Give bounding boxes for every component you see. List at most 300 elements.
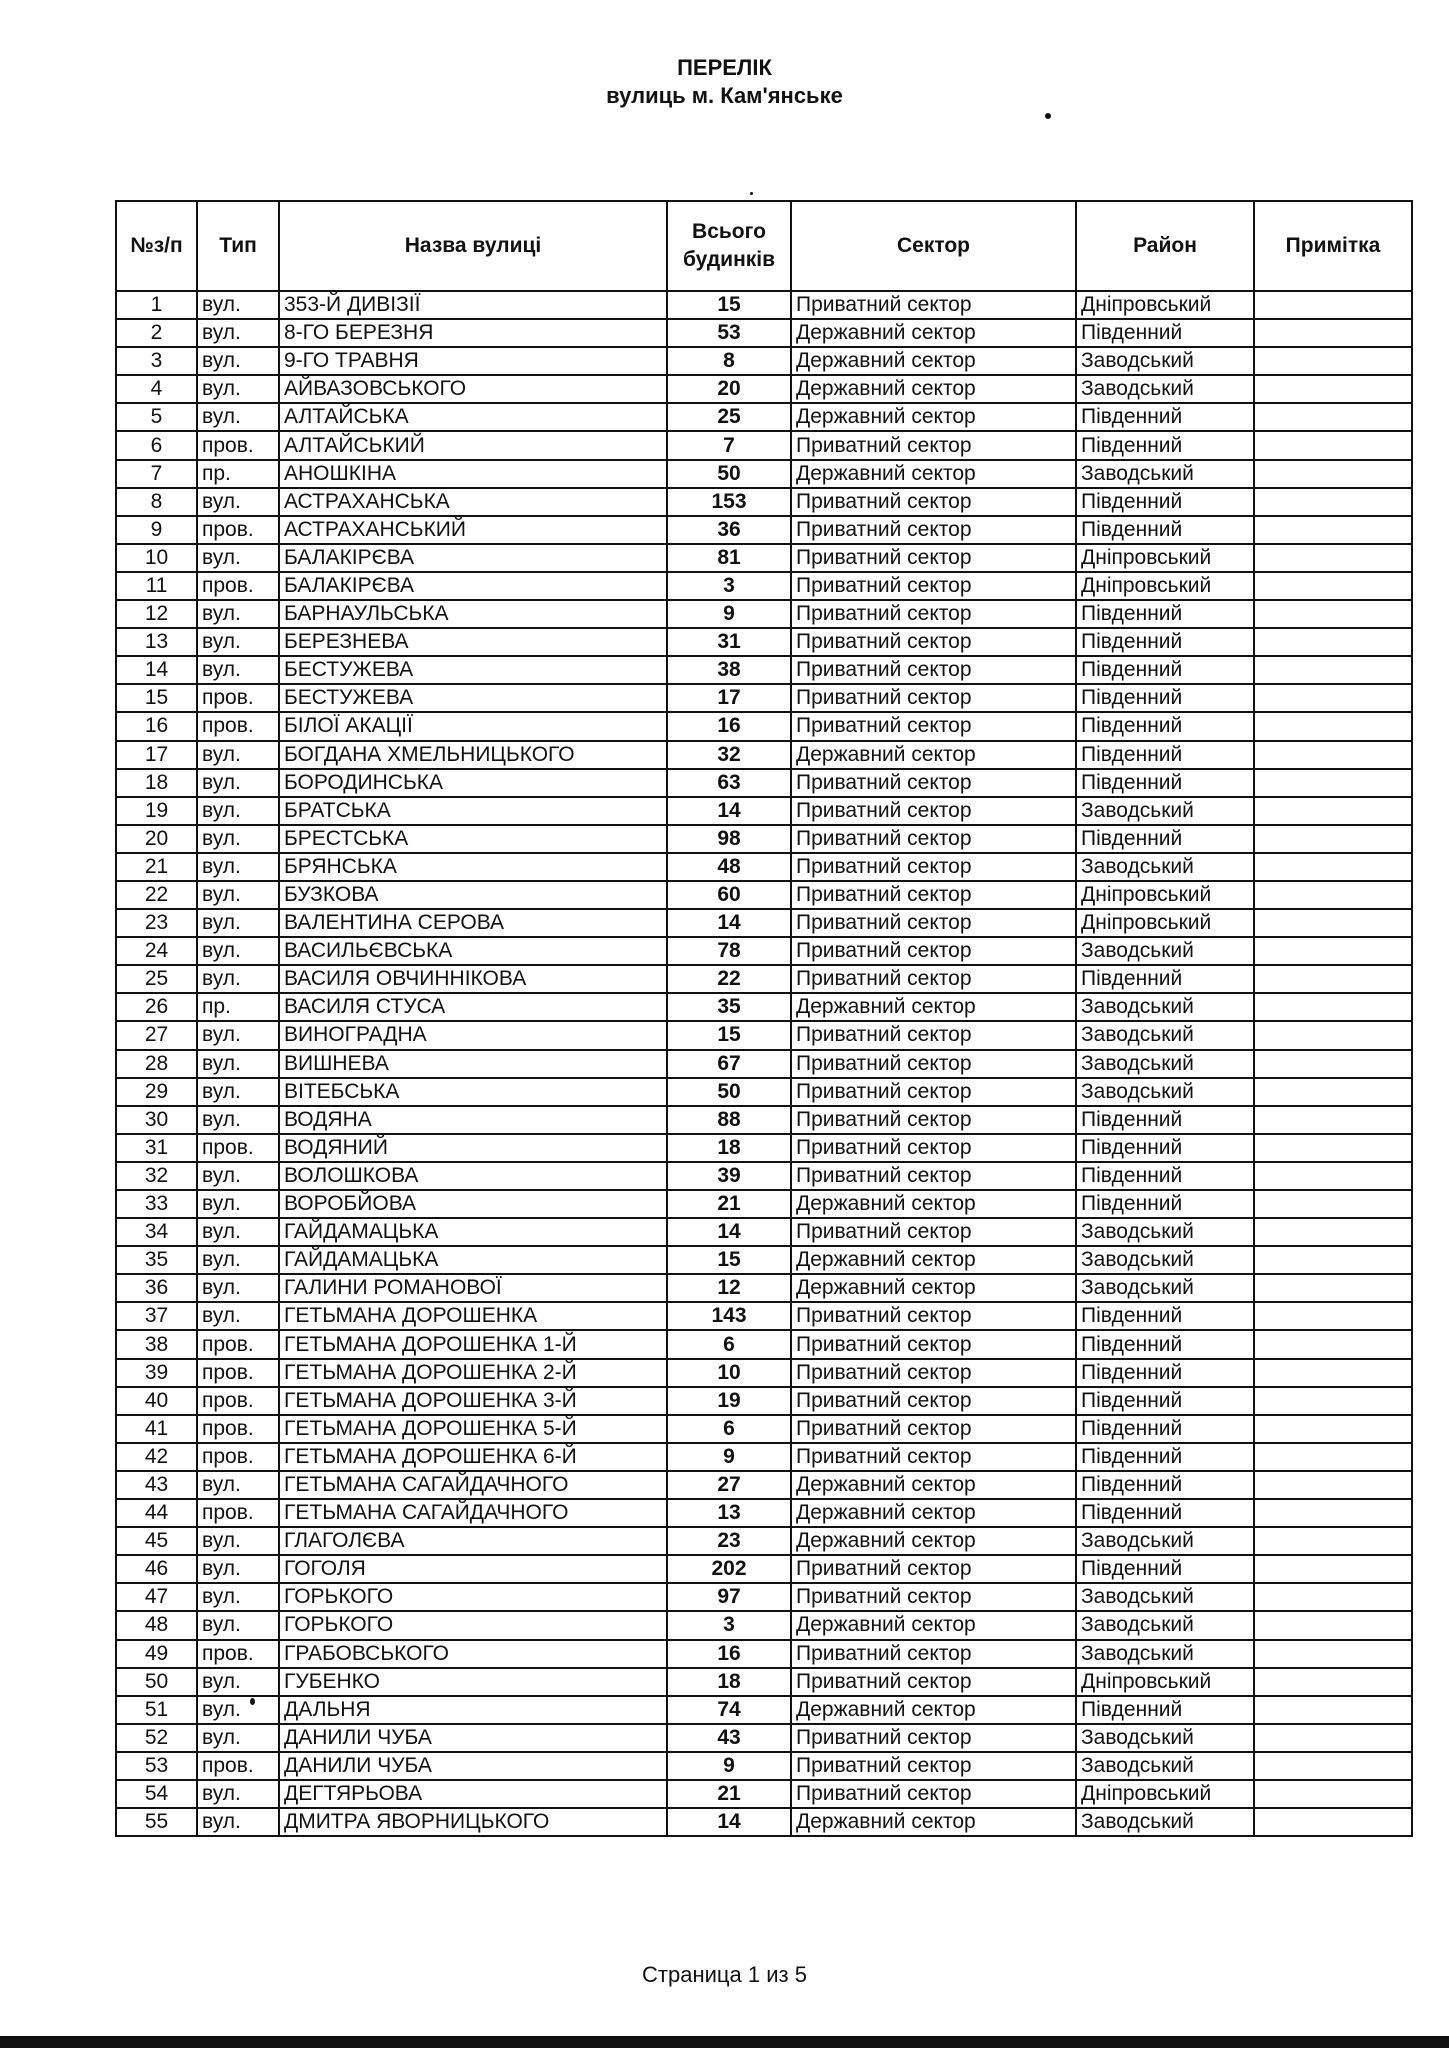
row-number-cell: 21 bbox=[116, 853, 197, 881]
sector-cell: Приватний сектор bbox=[791, 1583, 1076, 1611]
note-cell bbox=[1254, 656, 1412, 684]
row-number-cell: 33 bbox=[116, 1190, 197, 1218]
district-cell: Заводський bbox=[1076, 1078, 1254, 1106]
note-cell bbox=[1254, 347, 1412, 375]
table-row bbox=[116, 1330, 1412, 1358]
total-buildings-cell: 18 bbox=[667, 1668, 791, 1696]
street-type-cell: пров. bbox=[197, 572, 279, 600]
street-type-cell: вул. bbox=[197, 1724, 279, 1752]
district-cell: Південний bbox=[1076, 319, 1254, 347]
street-type-cell: вул. bbox=[197, 1583, 279, 1611]
table-row bbox=[116, 937, 1412, 965]
total-buildings-cell: 6 bbox=[667, 1415, 791, 1443]
street-name-cell: АЙВАЗОВСЬКОГО bbox=[279, 375, 667, 403]
row-number-cell: 9 bbox=[116, 516, 197, 544]
note-cell bbox=[1254, 1611, 1412, 1639]
street-type-cell: вул. bbox=[197, 1246, 279, 1274]
street-type-cell: вул. bbox=[197, 1780, 279, 1808]
row-number-cell: 53 bbox=[116, 1752, 197, 1780]
street-name-cell: БЕСТУЖЕВА bbox=[279, 656, 667, 684]
table-row bbox=[116, 825, 1412, 853]
sector-cell: Державний сектор bbox=[791, 1274, 1076, 1302]
row-number-cell: 31 bbox=[116, 1134, 197, 1162]
street-name-cell: АЛТАЙСЬКА bbox=[279, 403, 667, 431]
table-row bbox=[116, 1611, 1412, 1639]
total-buildings-cell: 20 bbox=[667, 375, 791, 403]
row-number-cell: 19 bbox=[116, 797, 197, 825]
district-cell: Дніпровський bbox=[1076, 881, 1254, 909]
total-buildings-cell: 21 bbox=[667, 1780, 791, 1808]
table-row bbox=[116, 1190, 1412, 1218]
row-number-cell: 20 bbox=[116, 825, 197, 853]
sector-cell: Державний сектор bbox=[791, 1808, 1076, 1836]
column-header: Назва вулиці bbox=[279, 201, 667, 291]
note-cell bbox=[1254, 1752, 1412, 1780]
sector-cell: Приватний сектор bbox=[791, 712, 1076, 740]
note-cell bbox=[1254, 1134, 1412, 1162]
district-cell: Південний bbox=[1076, 684, 1254, 712]
table-row bbox=[116, 572, 1412, 600]
street-name-cell: ГЕТЬМАНА ДОРОШЕНКА 5-Й bbox=[279, 1415, 667, 1443]
table-row bbox=[116, 403, 1412, 431]
street-type-cell: вул. bbox=[197, 1050, 279, 1078]
street-name-cell: ВІТЕБСЬКА bbox=[279, 1078, 667, 1106]
note-cell bbox=[1254, 1387, 1412, 1415]
street-name-cell: ВОДЯНА bbox=[279, 1106, 667, 1134]
row-number-cell: 14 bbox=[116, 656, 197, 684]
table-row bbox=[116, 656, 1412, 684]
note-cell bbox=[1254, 797, 1412, 825]
row-number-cell: 29 bbox=[116, 1078, 197, 1106]
district-cell: Заводський bbox=[1076, 375, 1254, 403]
column-header: Район bbox=[1076, 201, 1254, 291]
row-number-cell: 7 bbox=[116, 460, 197, 488]
total-buildings-cell: 98 bbox=[667, 825, 791, 853]
note-cell bbox=[1254, 1050, 1412, 1078]
row-number-cell: 46 bbox=[116, 1555, 197, 1583]
sector-cell: Державний сектор bbox=[791, 1499, 1076, 1527]
street-type-cell: пров. bbox=[197, 431, 279, 459]
note-cell bbox=[1254, 544, 1412, 572]
scan-edge bbox=[0, 2036, 1449, 2048]
street-type-cell: вул. bbox=[197, 797, 279, 825]
street-type-cell: вул. bbox=[197, 347, 279, 375]
sector-cell: Приватний сектор bbox=[791, 1668, 1076, 1696]
street-name-cell: ГЕТЬМАНА САГАЙДАЧНОГО bbox=[279, 1499, 667, 1527]
district-cell: Південний bbox=[1076, 825, 1254, 853]
total-buildings-cell: 15 bbox=[667, 291, 791, 319]
table-row bbox=[116, 1808, 1412, 1836]
table-row bbox=[116, 488, 1412, 516]
table-row bbox=[116, 516, 1412, 544]
street-type-cell: вул. bbox=[197, 1078, 279, 1106]
table-row bbox=[116, 1752, 1412, 1780]
sector-cell: Приватний сектор bbox=[791, 628, 1076, 656]
total-buildings-cell: 53 bbox=[667, 319, 791, 347]
streets-table bbox=[115, 200, 1413, 1837]
street-type-cell: пров. bbox=[197, 712, 279, 740]
table-row bbox=[116, 628, 1412, 656]
sector-cell: Приватний сектор bbox=[791, 1555, 1076, 1583]
sector-cell: Приватний сектор bbox=[791, 1415, 1076, 1443]
table-row bbox=[116, 1499, 1412, 1527]
row-number-cell: 11 bbox=[116, 572, 197, 600]
note-cell bbox=[1254, 1415, 1412, 1443]
row-number-cell: 32 bbox=[116, 1162, 197, 1190]
district-cell: Південний bbox=[1076, 1302, 1254, 1330]
street-name-cell: ВАЛЕНТИНА СЕРОВА bbox=[279, 909, 667, 937]
note-cell bbox=[1254, 1724, 1412, 1752]
table-header bbox=[116, 201, 1412, 291]
total-buildings-cell: 14 bbox=[667, 909, 791, 937]
street-name-cell: ГЕТЬМАНА ДОРОШЕНКА bbox=[279, 1302, 667, 1330]
total-buildings-cell: 32 bbox=[667, 741, 791, 769]
sector-cell: Приватний сектор bbox=[791, 291, 1076, 319]
sector-cell: Державний сектор bbox=[791, 1471, 1076, 1499]
total-buildings-cell: 14 bbox=[667, 1808, 791, 1836]
total-buildings-cell: 19 bbox=[667, 1387, 791, 1415]
district-cell: Південний bbox=[1076, 1555, 1254, 1583]
sector-cell: Державний сектор bbox=[791, 741, 1076, 769]
total-buildings-cell: 18 bbox=[667, 1134, 791, 1162]
district-cell: Заводський bbox=[1076, 1724, 1254, 1752]
sector-cell: Приватний сектор bbox=[791, 1134, 1076, 1162]
sector-cell: Приватний сектор bbox=[791, 1050, 1076, 1078]
sector-cell: Приватний сектор bbox=[791, 909, 1076, 937]
row-number-cell: 36 bbox=[116, 1274, 197, 1302]
total-buildings-cell: 36 bbox=[667, 516, 791, 544]
district-cell: Заводський bbox=[1076, 1050, 1254, 1078]
street-name-cell: ДАНИЛИ ЧУБА bbox=[279, 1724, 667, 1752]
street-name-cell: БЕСТУЖЕВА bbox=[279, 684, 667, 712]
sector-cell: Приватний сектор bbox=[791, 1443, 1076, 1471]
district-cell: Південний bbox=[1076, 1415, 1254, 1443]
district-cell: Південний bbox=[1076, 1330, 1254, 1358]
district-cell: Заводський bbox=[1076, 1611, 1254, 1639]
total-buildings-cell: 16 bbox=[667, 712, 791, 740]
table-row bbox=[116, 1359, 1412, 1387]
district-cell: Дніпровський bbox=[1076, 572, 1254, 600]
district-cell: Південний bbox=[1076, 1106, 1254, 1134]
district-cell: Заводський bbox=[1076, 937, 1254, 965]
row-number-cell: 34 bbox=[116, 1218, 197, 1246]
street-type-cell: вул. bbox=[197, 825, 279, 853]
total-buildings-cell: 74 bbox=[667, 1696, 791, 1724]
district-cell: Південний bbox=[1076, 1190, 1254, 1218]
total-buildings-cell: 81 bbox=[667, 544, 791, 572]
street-name-cell: БРЕСТСЬКА bbox=[279, 825, 667, 853]
note-cell bbox=[1254, 1471, 1412, 1499]
note-cell bbox=[1254, 1808, 1412, 1836]
district-cell: Дніпровський bbox=[1076, 1668, 1254, 1696]
row-number-cell: 41 bbox=[116, 1415, 197, 1443]
street-type-cell: вул. bbox=[197, 881, 279, 909]
table-row bbox=[116, 1583, 1412, 1611]
table-row bbox=[116, 1134, 1412, 1162]
note-cell bbox=[1254, 684, 1412, 712]
street-type-cell: пров. bbox=[197, 1359, 279, 1387]
total-buildings-cell: 9 bbox=[667, 600, 791, 628]
street-type-cell: вул. bbox=[197, 544, 279, 572]
table-row bbox=[116, 1471, 1412, 1499]
district-cell: Південний bbox=[1076, 1162, 1254, 1190]
total-buildings-cell: 31 bbox=[667, 628, 791, 656]
table-row bbox=[116, 909, 1412, 937]
note-cell bbox=[1254, 712, 1412, 740]
table-row bbox=[116, 319, 1412, 347]
total-buildings-cell: 13 bbox=[667, 1499, 791, 1527]
total-buildings-cell: 67 bbox=[667, 1050, 791, 1078]
table-row bbox=[116, 1246, 1412, 1274]
table-row bbox=[116, 460, 1412, 488]
street-type-cell: вул. bbox=[197, 1555, 279, 1583]
table-body bbox=[116, 291, 1412, 1836]
note-cell bbox=[1254, 825, 1412, 853]
street-type-cell: пров. bbox=[197, 516, 279, 544]
sector-cell: Державний сектор bbox=[791, 403, 1076, 431]
note-cell bbox=[1254, 965, 1412, 993]
district-cell: Заводський bbox=[1076, 1021, 1254, 1049]
district-cell: Південний bbox=[1076, 1359, 1254, 1387]
sector-cell: Приватний сектор bbox=[791, 1752, 1076, 1780]
district-cell: Заводський bbox=[1076, 993, 1254, 1021]
row-number-cell: 12 bbox=[116, 600, 197, 628]
street-name-cell: ВИШНЕВА bbox=[279, 1050, 667, 1078]
street-type-cell: вул. bbox=[197, 937, 279, 965]
street-type-cell: вул. bbox=[197, 488, 279, 516]
table-row bbox=[116, 1668, 1412, 1696]
header-row bbox=[116, 201, 1412, 291]
table-row bbox=[116, 769, 1412, 797]
row-number-cell: 26 bbox=[116, 993, 197, 1021]
street-type-cell: вул. bbox=[197, 319, 279, 347]
street-name-cell: БРАТСЬКА bbox=[279, 797, 667, 825]
note-cell bbox=[1254, 1780, 1412, 1808]
district-cell: Заводський bbox=[1076, 797, 1254, 825]
column-header: Всього будинків bbox=[667, 201, 791, 291]
note-cell bbox=[1254, 1696, 1412, 1724]
street-name-cell: ГЛАГОЛЄВА bbox=[279, 1527, 667, 1555]
note-cell bbox=[1254, 1190, 1412, 1218]
total-buildings-cell: 202 bbox=[667, 1555, 791, 1583]
street-type-cell: вул. bbox=[197, 1668, 279, 1696]
sector-cell: Державний сектор bbox=[791, 319, 1076, 347]
table-row bbox=[116, 1274, 1412, 1302]
district-cell: Південний bbox=[1076, 431, 1254, 459]
table-row bbox=[116, 1443, 1412, 1471]
row-number-cell: 4 bbox=[116, 375, 197, 403]
note-cell bbox=[1254, 1359, 1412, 1387]
total-buildings-cell: 50 bbox=[667, 1078, 791, 1106]
table-row bbox=[116, 965, 1412, 993]
total-buildings-cell: 60 bbox=[667, 881, 791, 909]
street-name-cell: ВАСИЛЯ СТУСА bbox=[279, 993, 667, 1021]
total-buildings-cell: 8 bbox=[667, 347, 791, 375]
page-footer: Страница 1 из 5 bbox=[642, 1962, 807, 1987]
district-cell: Заводський bbox=[1076, 1527, 1254, 1555]
district-cell: Південний bbox=[1076, 403, 1254, 431]
street-type-cell: вул. bbox=[197, 1696, 279, 1724]
note-cell bbox=[1254, 769, 1412, 797]
total-buildings-cell: 12 bbox=[667, 1274, 791, 1302]
note-cell bbox=[1254, 1021, 1412, 1049]
street-name-cell: ГЕТЬМАНА САГАЙДАЧНОГО bbox=[279, 1471, 667, 1499]
row-number-cell: 49 bbox=[116, 1640, 197, 1668]
street-name-cell: БУЗКОВА bbox=[279, 881, 667, 909]
street-name-cell: БАЛАКІРЄВА bbox=[279, 544, 667, 572]
row-number-cell: 8 bbox=[116, 488, 197, 516]
street-name-cell: 353-Й ДИВІЗІЇ bbox=[279, 291, 667, 319]
row-number-cell: 50 bbox=[116, 1668, 197, 1696]
total-buildings-cell: 27 bbox=[667, 1471, 791, 1499]
total-buildings-cell: 9 bbox=[667, 1443, 791, 1471]
note-cell bbox=[1254, 909, 1412, 937]
street-type-cell: вул. bbox=[197, 656, 279, 684]
note-cell bbox=[1254, 291, 1412, 319]
district-cell: Південний bbox=[1076, 965, 1254, 993]
row-number-cell: 6 bbox=[116, 431, 197, 459]
table-row bbox=[116, 1162, 1412, 1190]
street-type-cell: вул. bbox=[197, 853, 279, 881]
street-type-cell: пров. bbox=[197, 1330, 279, 1358]
row-number-cell: 30 bbox=[116, 1106, 197, 1134]
district-cell: Заводський bbox=[1076, 1218, 1254, 1246]
table-row bbox=[116, 797, 1412, 825]
district-cell: Заводський bbox=[1076, 853, 1254, 881]
street-name-cell: АСТРАХАНСЬКИЙ bbox=[279, 516, 667, 544]
sector-cell: Приватний сектор bbox=[791, 431, 1076, 459]
street-name-cell: ДМИТРА ЯВОРНИЦЬКОГО bbox=[279, 1808, 667, 1836]
street-name-cell: ВОРОБЙОВА bbox=[279, 1190, 667, 1218]
row-number-cell: 23 bbox=[116, 909, 197, 937]
column-header: №з/п bbox=[116, 201, 197, 291]
table-row bbox=[116, 431, 1412, 459]
sector-cell: Державний сектор bbox=[791, 460, 1076, 488]
street-name-cell: 9-ГО ТРАВНЯ bbox=[279, 347, 667, 375]
district-cell: Південний bbox=[1076, 769, 1254, 797]
sector-cell: Приватний сектор bbox=[791, 769, 1076, 797]
district-cell: Південний bbox=[1076, 1696, 1254, 1724]
street-name-cell: БРЯНСЬКА bbox=[279, 853, 667, 881]
table-row bbox=[116, 1780, 1412, 1808]
sector-cell: Приватний сектор bbox=[791, 516, 1076, 544]
table-row bbox=[116, 1302, 1412, 1330]
table-row bbox=[116, 1696, 1412, 1724]
sector-cell: Приватний сектор bbox=[791, 937, 1076, 965]
note-cell bbox=[1254, 460, 1412, 488]
street-name-cell: ГЕТЬМАНА ДОРОШЕНКА 3-Й bbox=[279, 1387, 667, 1415]
row-number-cell: 2 bbox=[116, 319, 197, 347]
street-type-cell: вул. bbox=[197, 1274, 279, 1302]
row-number-cell: 25 bbox=[116, 965, 197, 993]
street-type-cell: вул. bbox=[197, 1808, 279, 1836]
street-name-cell: БАЛАКІРЄВА bbox=[279, 572, 667, 600]
note-cell bbox=[1254, 1246, 1412, 1274]
street-name-cell: 8-ГО БЕРЕЗНЯ bbox=[279, 319, 667, 347]
sector-cell: Державний сектор bbox=[791, 1190, 1076, 1218]
note-cell bbox=[1254, 403, 1412, 431]
sector-cell: Приватний сектор bbox=[791, 1724, 1076, 1752]
total-buildings-cell: 16 bbox=[667, 1640, 791, 1668]
note-cell bbox=[1254, 319, 1412, 347]
table-row bbox=[116, 853, 1412, 881]
street-type-cell: вул. bbox=[197, 1218, 279, 1246]
sector-cell: Державний сектор bbox=[791, 1527, 1076, 1555]
street-type-cell: вул. bbox=[197, 628, 279, 656]
table-row bbox=[116, 291, 1412, 319]
document-title bbox=[0, 54, 1449, 110]
row-number-cell: 28 bbox=[116, 1050, 197, 1078]
street-type-cell: вул. bbox=[197, 769, 279, 797]
row-number-cell: 38 bbox=[116, 1330, 197, 1358]
note-cell bbox=[1254, 1668, 1412, 1696]
table-row bbox=[116, 881, 1412, 909]
street-name-cell: ГАЛИНИ РОМАНОВОЇ bbox=[279, 1274, 667, 1302]
table-row bbox=[116, 1218, 1412, 1246]
note-cell bbox=[1254, 431, 1412, 459]
note-cell bbox=[1254, 1499, 1412, 1527]
row-number-cell: 13 bbox=[116, 628, 197, 656]
table-row bbox=[116, 1640, 1412, 1668]
sector-cell: Приватний сектор bbox=[791, 1330, 1076, 1358]
total-buildings-cell: 6 bbox=[667, 1330, 791, 1358]
street-type-cell: пров. bbox=[197, 1640, 279, 1668]
row-number-cell: 52 bbox=[116, 1724, 197, 1752]
sector-cell: Приватний сектор bbox=[791, 600, 1076, 628]
sector-cell: Приватний сектор bbox=[791, 1162, 1076, 1190]
row-number-cell: 22 bbox=[116, 881, 197, 909]
total-buildings-cell: 17 bbox=[667, 684, 791, 712]
total-buildings-cell: 88 bbox=[667, 1106, 791, 1134]
street-type-cell: вул. bbox=[197, 1527, 279, 1555]
note-cell bbox=[1254, 1106, 1412, 1134]
title-line-2: вулиць м. Кам'янське bbox=[606, 83, 843, 108]
sector-cell: Приватний сектор bbox=[791, 1640, 1076, 1668]
note-cell bbox=[1254, 1640, 1412, 1668]
street-name-cell: ГРАБОВСЬКОГО bbox=[279, 1640, 667, 1668]
row-number-cell: 43 bbox=[116, 1471, 197, 1499]
street-type-cell: вул. bbox=[197, 600, 279, 628]
district-cell: Заводський bbox=[1076, 1583, 1254, 1611]
street-name-cell: ГЕТЬМАНА ДОРОШЕНКА 2-Й bbox=[279, 1359, 667, 1387]
total-buildings-cell: 23 bbox=[667, 1527, 791, 1555]
note-cell bbox=[1254, 600, 1412, 628]
district-cell: Заводський bbox=[1076, 1752, 1254, 1780]
street-type-cell: пров. bbox=[197, 1134, 279, 1162]
row-number-cell: 44 bbox=[116, 1499, 197, 1527]
column-header: Тип bbox=[197, 201, 279, 291]
sector-cell: Державний сектор bbox=[791, 347, 1076, 375]
total-buildings-cell: 97 bbox=[667, 1583, 791, 1611]
title-line-1: ПЕРЕЛІК bbox=[677, 55, 772, 80]
street-name-cell: ВАСИЛЬЄВСЬКА bbox=[279, 937, 667, 965]
column-header: Сектор bbox=[791, 201, 1076, 291]
sector-cell: Приватний сектор bbox=[791, 853, 1076, 881]
note-cell bbox=[1254, 572, 1412, 600]
row-number-cell: 15 bbox=[116, 684, 197, 712]
row-number-cell: 40 bbox=[116, 1387, 197, 1415]
note-cell bbox=[1254, 1218, 1412, 1246]
street-name-cell: ГУБЕНКО bbox=[279, 1668, 667, 1696]
total-buildings-cell: 10 bbox=[667, 1359, 791, 1387]
street-type-cell: вул. bbox=[197, 1162, 279, 1190]
street-type-cell: вул. bbox=[197, 1611, 279, 1639]
row-number-cell: 10 bbox=[116, 544, 197, 572]
street-type-cell: пров. bbox=[197, 1752, 279, 1780]
total-buildings-cell: 3 bbox=[667, 1611, 791, 1639]
street-name-cell: ГОРЬКОГО bbox=[279, 1611, 667, 1639]
street-name-cell: БОГДАНА ХМЕЛЬНИЦЬКОГО bbox=[279, 741, 667, 769]
